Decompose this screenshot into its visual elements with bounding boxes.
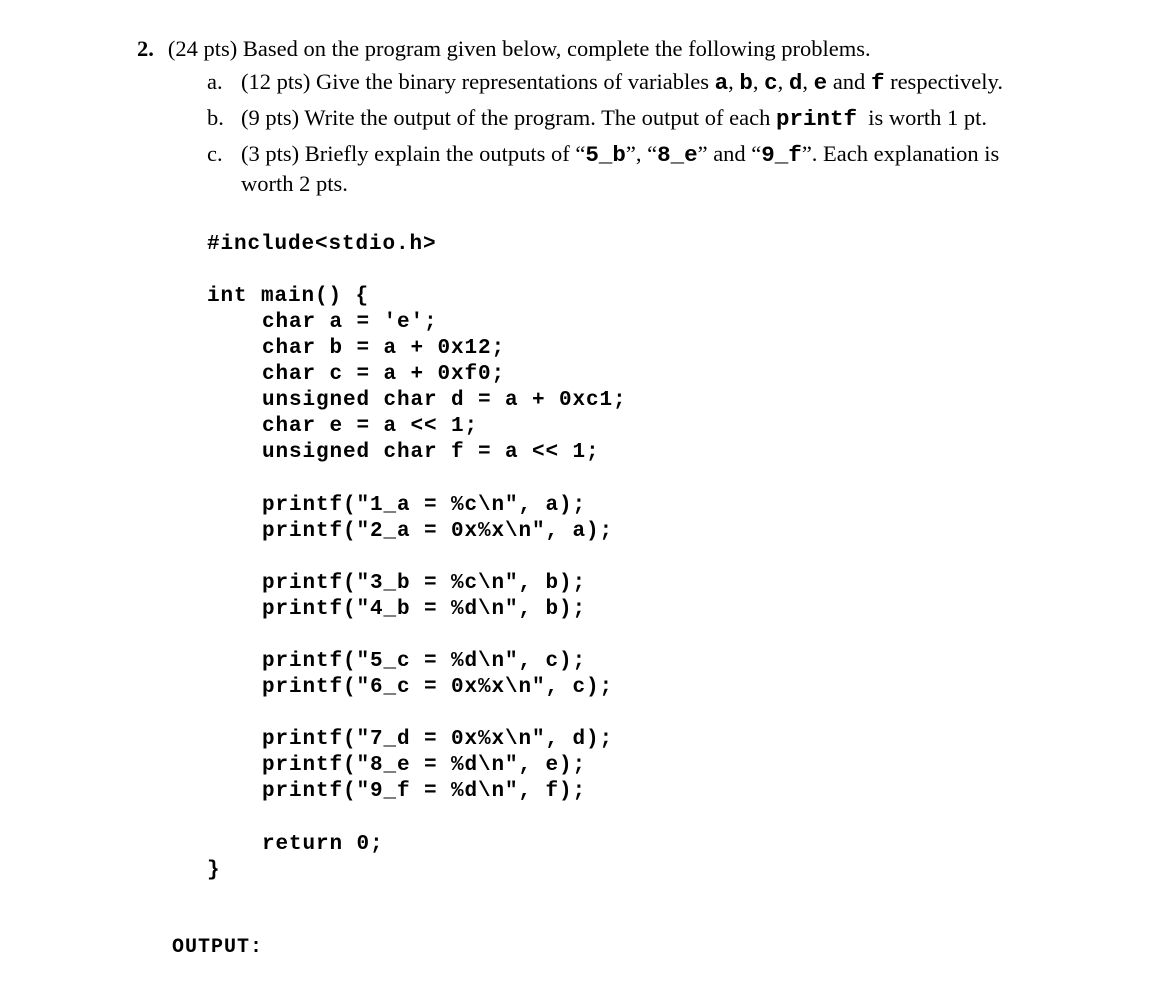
code-line: unsigned char d = a + 0xc1;	[262, 389, 627, 412]
code-line: printf("3_b = %c\n", b);	[262, 572, 587, 595]
part-c-letter: c.	[207, 141, 223, 166]
var-c: c	[764, 70, 778, 96]
sep: ,	[752, 69, 765, 94]
code-return: return 0;	[262, 833, 384, 856]
question-header	[137, 35, 871, 62]
printf-keyword: printf	[776, 106, 858, 132]
part-c-text-4: ”. Each explanation is	[801, 141, 1000, 166]
code-line: char e = a << 1;	[262, 415, 479, 438]
part-b-letter: b.	[207, 105, 224, 130]
part-c-text	[241, 140, 999, 169]
code-line: printf("6_c = 0x%x\n", c);	[262, 676, 614, 699]
code-line: printf("9_f = %d\n", f);	[262, 780, 587, 803]
code-line: unsigned char f = a << 1;	[262, 441, 600, 464]
code-line: printf("8_e = %d\n", e);	[262, 754, 587, 777]
part-a-prefix: (12 pts) Give the binary representations of variables	[241, 69, 715, 94]
question-intro: (24 pts) Based on the program given below, complete the following problems.	[167, 36, 871, 61]
code-include: #include<stdio.h>	[207, 233, 437, 256]
part-a-letter: a.	[207, 69, 223, 94]
sep: ,	[777, 69, 789, 94]
var-d: d	[788, 70, 803, 96]
code-line: char c = a + 0xf0;	[262, 363, 506, 386]
question-number: 2.	[137, 36, 154, 61]
code-line: printf("4_b = %d\n", b);	[262, 598, 587, 621]
part-b-suffix: is worth 1 pt.	[857, 105, 988, 130]
part-c-text-2: ”, “	[625, 141, 658, 166]
part-c	[207, 140, 999, 169]
code-line: printf("1_a = %c\n", a);	[262, 494, 587, 517]
var-a: a	[714, 70, 729, 96]
part-a	[207, 68, 1003, 97]
part-b-text	[241, 104, 987, 133]
sep: ,	[802, 69, 814, 94]
code-main-close: }	[207, 859, 221, 882]
part-c-line2: worth 2 pts.	[241, 171, 348, 196]
code-main-open: int main() {	[207, 285, 370, 308]
part-c-text-1: (3 pts) Briefly explain the outputs of “	[241, 141, 586, 166]
code-line: printf("5_c = %d\n", c);	[262, 650, 587, 673]
var-f: f	[870, 70, 885, 96]
part-b-prefix: (9 pts) Write the output of the program. The output of each	[241, 105, 777, 130]
part-b	[207, 104, 987, 133]
var-b: b	[739, 70, 753, 96]
sep: ,	[728, 69, 740, 94]
code-line: printf("7_d = 0x%x\n", d);	[262, 728, 614, 751]
output-label: OUTPUT:	[172, 936, 264, 959]
var-e: e	[813, 70, 828, 96]
sep: and	[827, 69, 871, 94]
code-9f: 9_f	[761, 142, 802, 168]
part-a-text	[241, 68, 1003, 97]
code-line: char b = a + 0x12;	[262, 337, 506, 360]
part-a-suffix: respectively.	[884, 69, 1003, 94]
code-line: char a = 'e';	[262, 311, 438, 334]
code-line: printf("2_a = 0x%x\n", a);	[262, 520, 614, 543]
code-8e: 8_e	[657, 142, 698, 168]
code-5b: 5_b	[585, 142, 626, 168]
part-c-text-3: ” and “	[697, 141, 762, 166]
